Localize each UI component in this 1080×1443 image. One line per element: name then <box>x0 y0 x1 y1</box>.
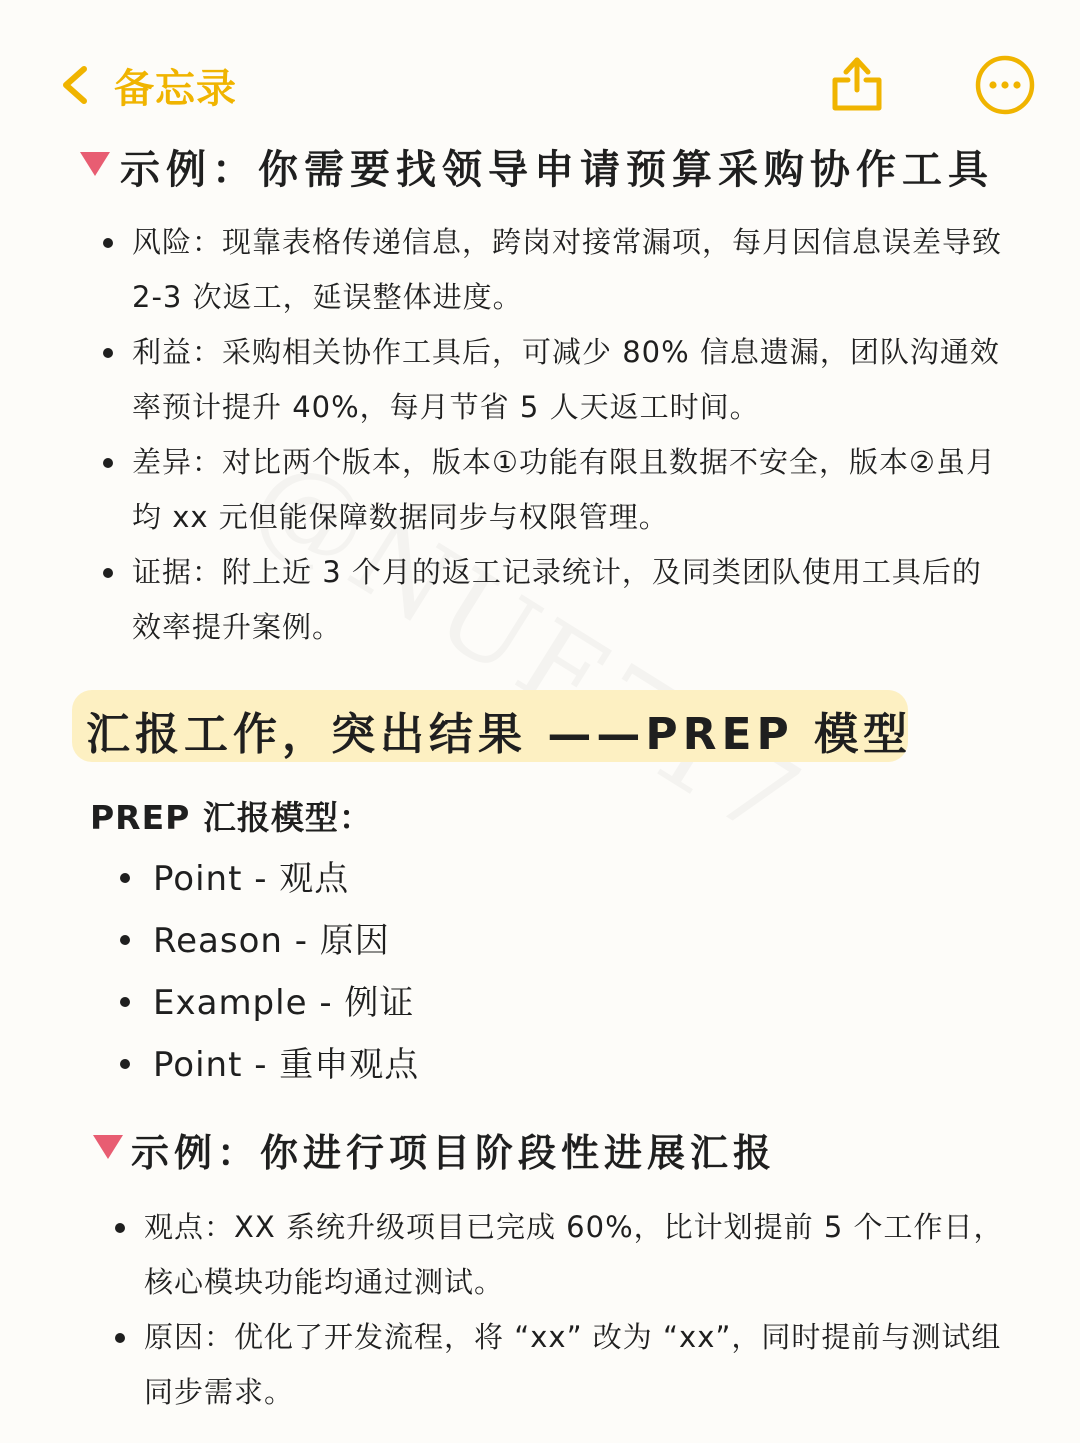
example-heading-text: 示例：你进行项目阶段性进展汇报 <box>131 1131 777 1175</box>
example-list-budget <box>100 215 1010 655</box>
list-item: Example - 例证 <box>118 972 419 1034</box>
list-item: 差异：对比两个版本，版本①功能有限且数据不安全，版本②虽月均 xx 元但能保障数据同步与权限管理。 <box>100 435 1010 545</box>
more-icon[interactable] <box>974 54 1036 116</box>
list-item: 观点：XX 系统升级项目已完成 60%，比计划提前 5 个工作日，核心模块功能均通过测试。 <box>112 1200 1017 1310</box>
list-item: 利益：采购相关协作工具后，可减少 80% 信息遗漏，团队沟通效率预计提升 40%，每月节省 5 人天返工时间。 <box>100 325 1010 435</box>
section-title-banner <box>72 690 913 762</box>
collapse-triangle-icon[interactable] <box>93 1135 123 1159</box>
share-icon[interactable] <box>828 50 886 114</box>
back-label: 备忘录 <box>114 65 237 112</box>
list-item: 风险：现靠表格传递信息，跨岗对接常漏项，每月因信息误差导致 2-3 次返工，延误整体进度。 <box>100 215 1010 325</box>
chevron-left-icon <box>58 63 92 107</box>
section-title: 汇报工作，突出结果 ——PREP 模型 <box>86 709 913 760</box>
example-heading-budget <box>80 138 994 195</box>
prep-model-list <box>118 848 419 1096</box>
list-item: 证据：附上近 3 个月的返工记录统计，及同类团队使用工具后的效率提升案例。 <box>100 545 1010 655</box>
list-item: Point - 重申观点 <box>118 1034 419 1096</box>
prep-model-title: PREP 汇报模型： <box>90 798 373 837</box>
back-button[interactable] <box>58 55 237 115</box>
list-item: Reason - 原因 <box>118 910 419 972</box>
example-list-progress <box>112 1200 1017 1420</box>
example-heading-progress <box>93 1122 776 1177</box>
list-item: Point - 观点 <box>118 848 419 910</box>
list-item: 原因：优化了开发流程，将 “xx” 改为 “xx”，同时提前与测试组同步需求。 <box>112 1310 1017 1420</box>
navigation-bar <box>0 0 1080 150</box>
example-heading-text: 示例：你需要找领导申请预算采购协作工具 <box>120 147 994 193</box>
collapse-triangle-icon[interactable] <box>80 152 110 176</box>
